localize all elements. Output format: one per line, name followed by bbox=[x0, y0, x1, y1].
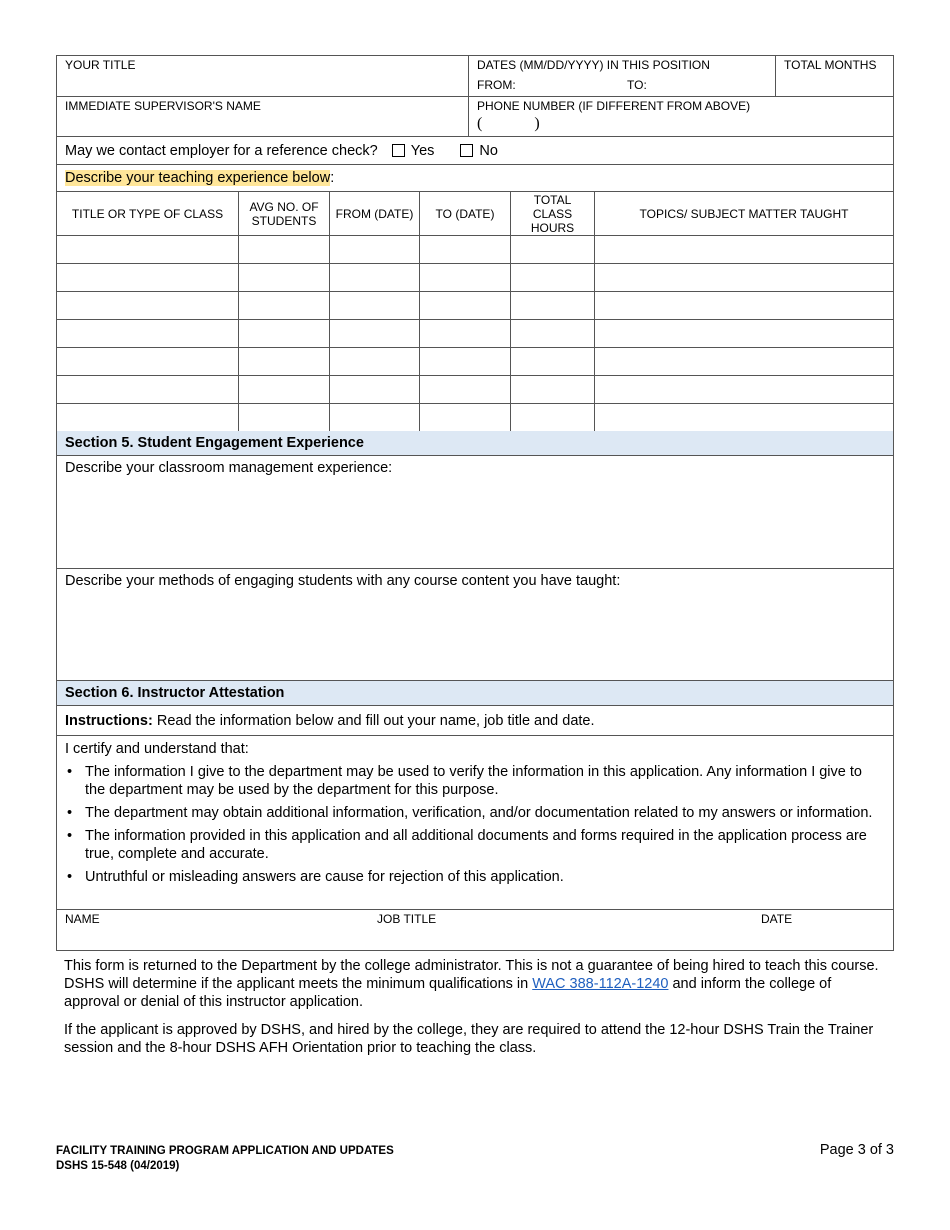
page-number: Page 3 of 3 bbox=[819, 1142, 894, 1158]
footer-p1-text-a: This form is returned to the Department by the college administrator. This is not a guarantee of being hired to teach this course. DSHS will determine if the applicant meets the minimum qualifications in bbox=[64, 958, 879, 992]
total-months-field[interactable] bbox=[776, 56, 893, 96]
footer-paragraph-1 bbox=[64, 957, 890, 1011]
table-cell[interactable] bbox=[511, 292, 595, 319]
table-cell[interactable] bbox=[239, 236, 330, 263]
table-cell[interactable] bbox=[420, 264, 511, 291]
certification-block bbox=[57, 736, 893, 910]
form-title: FACILITY TRAINING PROGRAM APPLICATION AND UPDATES bbox=[56, 1145, 394, 1157]
table-cell[interactable] bbox=[330, 376, 420, 403]
table-cell[interactable] bbox=[595, 348, 893, 375]
phone-close-paren: ) bbox=[534, 115, 540, 132]
supervisor-label: IMMEDIATE SUPERVISOR'S NAME bbox=[65, 99, 261, 113]
col-total-hours: TOTAL CLASS HOURS bbox=[511, 192, 595, 235]
table-cell[interactable] bbox=[330, 236, 420, 263]
bullet-text: Untruthful or misleading answers are cause for rejection of this application. bbox=[85, 869, 564, 885]
engagement-methods-field[interactable] bbox=[57, 569, 893, 681]
footer-paragraph-2: If the applicant is approved by DSHS, and hired by the college, they are required to attend the 12-hour DSHS Train the Trainer session and the 8-hour DSHS AFH Orientation prior to teaching the class. bbox=[64, 1022, 874, 1056]
engagement-methods-label: Describe your methods of engaging students with any course content you have taught: bbox=[65, 573, 621, 589]
table-row bbox=[57, 320, 893, 348]
supervisor-field[interactable] bbox=[57, 97, 469, 136]
title-dates-row bbox=[57, 56, 893, 97]
table-cell[interactable] bbox=[239, 376, 330, 403]
list-item bbox=[65, 804, 883, 822]
table-cell[interactable] bbox=[239, 404, 330, 431]
from-label: FROM: bbox=[477, 78, 516, 92]
certification-list bbox=[57, 763, 893, 886]
your-title-field[interactable] bbox=[57, 56, 469, 96]
table-row bbox=[57, 264, 893, 292]
date-label: DATE bbox=[761, 912, 793, 926]
table-cell[interactable] bbox=[330, 264, 420, 291]
col-to-date: TO (DATE) bbox=[420, 192, 511, 235]
table-row bbox=[57, 348, 893, 376]
bullet-text: The information I give to the department may be used to verify the information in this application. Any information I give to the department may be used by the department for this purpose. bbox=[85, 764, 862, 798]
instructions-row bbox=[57, 706, 893, 736]
bullet-icon: • bbox=[67, 764, 73, 780]
table-cell[interactable] bbox=[239, 292, 330, 319]
wac-link[interactable]: WAC 388-112A-1240 bbox=[532, 976, 669, 992]
bullet-icon: • bbox=[67, 828, 73, 844]
teaching-prompt-row bbox=[57, 165, 893, 192]
page-footer-left bbox=[56, 1144, 394, 1174]
supervisor-phone-row bbox=[57, 97, 893, 137]
teaching-prompt: Describe your teaching experience below bbox=[65, 170, 331, 186]
table-cell[interactable] bbox=[420, 376, 511, 403]
reference-yes-label: Yes bbox=[410, 142, 435, 159]
dates-field[interactable] bbox=[469, 56, 776, 96]
table-cell[interactable] bbox=[330, 292, 420, 319]
phone-field[interactable] bbox=[469, 97, 893, 136]
table-cell[interactable] bbox=[420, 348, 511, 375]
table-cell[interactable] bbox=[511, 376, 595, 403]
your-title-label: YOUR TITLE bbox=[65, 58, 136, 72]
col-from-date: FROM (DATE) bbox=[330, 192, 420, 235]
table-row bbox=[57, 236, 893, 264]
table-cell[interactable] bbox=[420, 404, 511, 431]
application-form bbox=[56, 55, 894, 951]
job-title-field[interactable] bbox=[369, 910, 753, 950]
teaching-prompt-colon: : bbox=[330, 170, 335, 186]
dates-label: DATES (MM/DD/YYYY) IN THIS POSITION bbox=[477, 58, 710, 72]
section6-header: Section 6. Instructor Attestation bbox=[57, 681, 893, 706]
total-months-label: TOTAL MONTHS bbox=[784, 58, 877, 72]
certify-intro: I certify and understand that: bbox=[65, 741, 249, 757]
table-cell[interactable] bbox=[595, 320, 893, 347]
instructions-text: Read the information below and fill out your name, job title and date. bbox=[156, 712, 595, 729]
table-cell[interactable] bbox=[57, 292, 239, 319]
phone-open-paren: ( bbox=[477, 115, 483, 132]
reference-question: May we contact employer for a reference check? bbox=[65, 142, 378, 159]
table-cell[interactable] bbox=[511, 236, 595, 263]
list-item bbox=[65, 868, 883, 886]
phone-label: PHONE NUMBER (IF DIFFERENT FROM ABOVE) bbox=[477, 99, 751, 113]
table-cell[interactable] bbox=[595, 404, 893, 431]
bullet-icon: • bbox=[67, 805, 73, 821]
footer-notes bbox=[64, 957, 890, 1065]
col-avg-students: AVG NO. OF STUDENTS bbox=[239, 192, 330, 235]
table-cell[interactable] bbox=[420, 320, 511, 347]
job-title-label: JOB TITLE bbox=[377, 912, 437, 926]
table-cell[interactable] bbox=[420, 292, 511, 319]
table-cell[interactable] bbox=[57, 320, 239, 347]
table-cell[interactable] bbox=[57, 376, 239, 403]
table-cell[interactable] bbox=[595, 292, 893, 319]
footer-p1-text-b: and inform the college of approval or denial of this instructor application. bbox=[64, 976, 832, 1010]
section5-header: Section 5. Student Engagement Experience bbox=[57, 431, 893, 456]
form-number: DSHS 15-548 (04/2019) bbox=[56, 1160, 180, 1172]
table-cell[interactable] bbox=[57, 236, 239, 263]
table-row bbox=[57, 376, 893, 404]
reference-yes-checkbox[interactable] bbox=[392, 144, 405, 157]
to-label: TO: bbox=[627, 78, 647, 92]
table-cell[interactable] bbox=[595, 264, 893, 291]
table-cell[interactable] bbox=[595, 236, 893, 263]
table-cell[interactable] bbox=[57, 404, 239, 431]
reference-no-checkbox[interactable] bbox=[460, 144, 473, 157]
name-label: NAME bbox=[65, 912, 100, 926]
instructions-bold: Instructions: bbox=[65, 712, 153, 729]
table-cell[interactable] bbox=[420, 236, 511, 263]
signature-row bbox=[57, 910, 893, 950]
bullet-icon: • bbox=[67, 869, 73, 885]
classroom-management-label: Describe your classroom management experience: bbox=[65, 460, 393, 476]
table-cell[interactable] bbox=[239, 264, 330, 291]
bullet-text: The information provided in this application and all additional documents and forms required in the application process are true, complete and accurate. bbox=[85, 828, 867, 862]
table-cell[interactable] bbox=[330, 320, 420, 347]
date-field[interactable] bbox=[753, 910, 893, 950]
table-cell[interactable] bbox=[57, 264, 239, 291]
table-row bbox=[57, 292, 893, 320]
reference-no-label: No bbox=[479, 142, 498, 159]
bullet-text: The department may obtain additional information, verification, and/or documentation related to my answers or information. bbox=[85, 805, 873, 821]
table-cell[interactable] bbox=[330, 348, 420, 375]
name-field[interactable] bbox=[57, 910, 369, 950]
classroom-management-field[interactable] bbox=[57, 456, 893, 569]
table-cell[interactable] bbox=[511, 404, 595, 431]
list-item bbox=[65, 827, 883, 863]
list-item bbox=[65, 763, 883, 799]
reference-check-row bbox=[57, 137, 893, 165]
table-cell[interactable] bbox=[239, 320, 330, 347]
table-cell[interactable] bbox=[57, 348, 239, 375]
teaching-table-body bbox=[57, 236, 893, 431]
table-cell[interactable] bbox=[239, 348, 330, 375]
table-row bbox=[57, 404, 893, 431]
table-cell[interactable] bbox=[511, 320, 595, 347]
col-topics: TOPICS/ SUBJECT MATTER TAUGHT bbox=[639, 206, 849, 221]
table-cell[interactable] bbox=[330, 404, 420, 431]
teaching-table-header bbox=[57, 192, 893, 236]
table-cell[interactable] bbox=[511, 264, 595, 291]
table-cell[interactable] bbox=[595, 376, 893, 403]
table-cell[interactable] bbox=[511, 348, 595, 375]
col-title-type: TITLE OR TYPE OF CLASS bbox=[57, 192, 239, 235]
